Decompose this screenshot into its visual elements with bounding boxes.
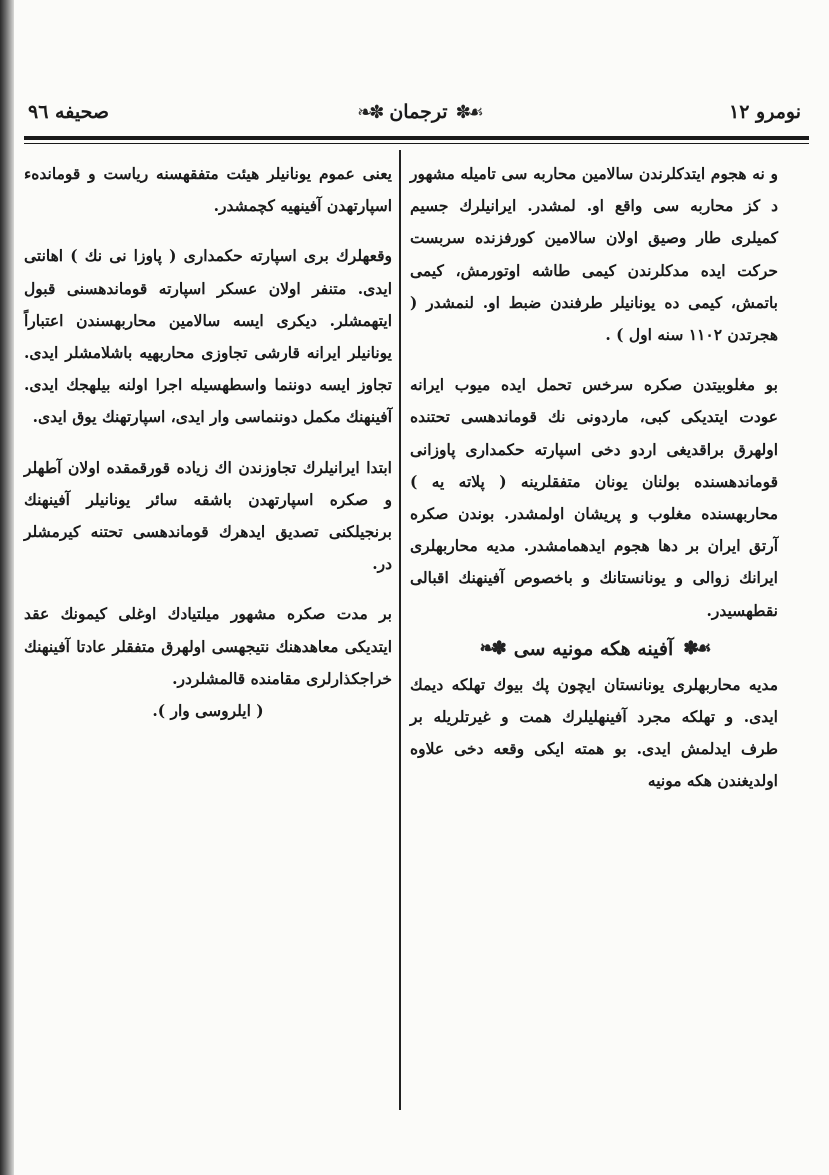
right-column bbox=[410, 158, 778, 798]
ornament-icon: ❧✽ bbox=[479, 637, 504, 659]
masthead bbox=[357, 101, 481, 123]
book-spine-edge bbox=[0, 0, 14, 1175]
ornament-icon: ❧✽ bbox=[357, 101, 382, 123]
paragraph: بر مدت صكره مشهور میلتیادك اوغلی كیمونك عقد ایتدیكی معاهدهنك نتیجهسی اولهرق متفقلر عادتا آفینهنك خراجكذارلری مقامنده قالمشلردر. bbox=[24, 604, 392, 688]
paragraph: مدیه محاربهلری یونانستان ایچون پك بیوك تهلكه دیمك ایدی. و تهلكه مجرد آفینهلیلرك همت و غیرتلریله بر طرف ایدلمش ایدی. بو همته ایكی وقعه دخی علاوه اولدیغندن هكه مونیه bbox=[410, 674, 778, 791]
column-divider bbox=[399, 150, 401, 1110]
continuation-note: ( ایلروسی وار ). bbox=[152, 701, 264, 721]
header-rule-thin bbox=[24, 143, 809, 144]
header-rule-thick bbox=[24, 136, 809, 140]
page-header bbox=[28, 92, 801, 132]
left-column bbox=[24, 158, 392, 727]
paragraph: و نه هجوم ایتدكلرندن سالامین محاربه سی تامیله مشهور د كز محاربه سی واقع او. لمشدر. ایرانیلرك جسیم كمیلری طار وصیق اولان سالامین كورفزنده سربست حركت ایده مدكلرندن كیمی طاشه اوتورمش، كیمی باتمش، كیمی ده یونانیلر طرفندن ضبط او. لنمشدر ( هجرتدن ١١٠٢ سنه اول ) . bbox=[410, 164, 778, 345]
paragraph: ابتدا ایرانیلرك تجاوزندن اك زیاده قورقمقده اولان آطهلر و صكره اسپارتهدن باشقه سائر یونانیلر آفینهنك برنجیلكنی تصدیق ایدهرك قوماندهسی تحتنه كیرمشلر در. bbox=[24, 457, 392, 574]
section-title: آفینه هكه مونیه سی bbox=[513, 637, 674, 660]
section-heading bbox=[410, 631, 778, 667]
paragraph: وقعهلرك بری اسپارته حكمداری ( پاوزا نی نك ) اهانتی ایدی. متنفر اولان عسكر اسپارته قوماندهسنی قبول ایتهمشلر. دیكری ایسه سالامین محاربهسندن اعتباراً یونانیلر ایرانه قارشی تجاوزی محاربهیه باشلامشلر ایدی. تجاوز ایسه دوننما واسطهسیله اجرا اولنه بیلهجك ایدی. آفینهنك مكمل دوننماسی وار ایدی، اسپارتهنك یوق ایدی. bbox=[24, 246, 392, 427]
issue-number: نومرو ١٢ bbox=[729, 101, 801, 123]
ornament-icon: ✽☙ bbox=[683, 637, 709, 659]
newspaper-title: ترجمان bbox=[389, 101, 448, 123]
paragraph: بو مغلوبیتدن صكره سرخس تحمل ایده میوب ایرانه عودت ایتدیكی كبی، ماردونی نك قوماندهسی تحتنده اولهرق براقدیغی اردو دخی اسپارته حكمداری پاوزانی قوماندهسنده بولنان یونان متفقلرینه ( پلاته یه ) محاربهسنده مغلوب و پریشان اولمشدر. بوندن صكره آرتق ایران بر دها هجوم ایدهمامشدر. مدیه محاربهلری ایرانك زوالی و یونانستانك و باخصوص آفینهنك اقبالی نقطهسیدر. bbox=[410, 375, 778, 620]
page-number: صحيفه ٩٦ bbox=[28, 101, 109, 123]
ornament-icon: ✽☙ bbox=[455, 101, 481, 123]
paragraph: یعنی عموم یونانیلر هیئت متفقهسنه ریاست و قوماندهء اسپارتهدن آفینهیه كچمشدر. bbox=[24, 164, 392, 216]
